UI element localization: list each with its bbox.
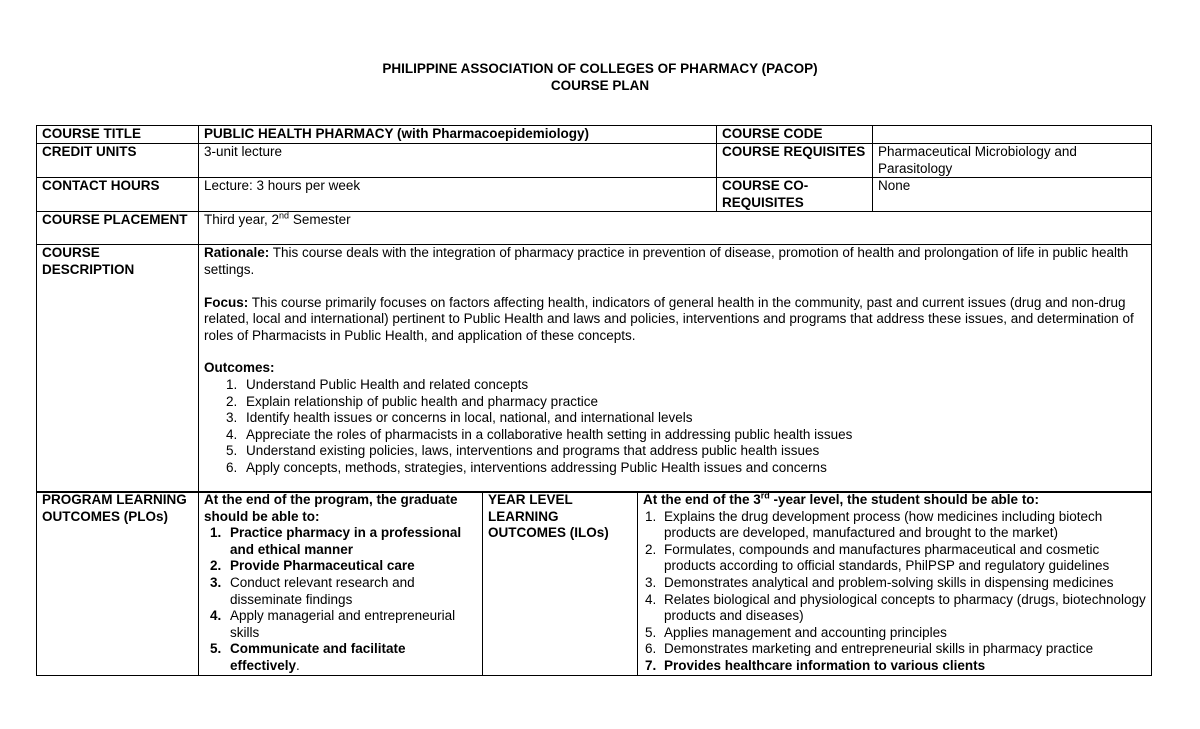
course-code-label: COURSE CODE [717,126,873,144]
ilo-intro-end: -year level, the student should be able to: [769,492,1040,507]
ilo-item-text: Relates biological and physiological concepts to pharmacy (drugs, biotechnology products and diseases) [664,591,1146,624]
ilo-intro-start: At the end of the 3 [643,492,761,507]
outcome-item-number: 5. [226,443,238,459]
plo-item-number: 2. [210,558,222,574]
focus-text: This course primarily focuses on factors affecting health, indicators of general health in the community, past and current issues (drug and non-drug related, local and international) pertinent to Public Health and laws and policies, interventions and programs that address these issues, and determination of roles of Pharmacists in Public Health, and application of these concepts. [204,294,1134,343]
outcome-item-text: Explain relationship of public health and pharmacy practice [246,393,598,409]
course-info-table [36,125,1152,493]
ilo-item-number: 5. [645,624,657,640]
course-placement-value [199,212,1152,245]
placement-ordinal: nd [279,210,290,221]
ilo-item-text: Provides healthcare information to various clients [664,657,986,673]
course-placement-label: COURSE PLACEMENT [37,212,199,245]
outcome-item-number: 6. [226,459,238,475]
ilo-item [643,641,1147,658]
focus-label: Focus: [204,294,249,310]
learning-outcomes-table [36,491,1152,676]
plo-item [204,525,478,558]
ilo-item-number: 4. [645,591,657,607]
plo-list [204,525,478,674]
ilo-item-text: Applies management and accounting principles [664,624,947,640]
outcome-item-text: Identify health issues or concerns in local, national, and international levels [246,410,693,426]
ilo-item [643,575,1147,592]
course-requisites-value: Pharmaceutical Microbiology and Parasitology [873,144,1152,178]
course-corequisites-label: COURSE CO-REQUISITES [717,178,873,212]
outcome-item-number: 3. [226,410,238,426]
ilo-label: YEAR LEVEL LEARNING OUTCOMES (ILOs) [483,492,638,676]
plo-item-text: Provide Pharmaceutical care [230,558,415,574]
ilo-item-number: 1. [645,508,657,524]
course-title-row [37,126,1152,144]
outcome-item-text: Understand Public Health and related concepts [246,376,529,392]
outcome-item [204,394,1147,411]
outcome-item [204,443,1147,460]
placement-semester: Semester [289,212,351,228]
course-title-value: PUBLIC HEALTH PHARMACY (with Pharmacoepidemiology) [199,126,717,144]
course-requisites-label: COURSE REQUISITES [717,144,873,178]
outcomes-label: Outcomes: [204,360,275,376]
ilo-intro-ordinal: rd [760,490,770,501]
plo-item [204,641,478,674]
rationale-paragraph [204,245,1147,278]
ilo-item-text: Demonstrates analytical and problem-solving skills in dispensing medicines [664,574,1114,590]
credit-units-label: CREDIT UNITS [37,144,199,178]
plo-item-text: Practice pharmacy in a professional and ethical manner [230,525,462,557]
credit-units-row [37,144,1152,178]
course-code-value [873,126,1152,144]
ilo-item [643,509,1147,542]
course-description-label: COURSE DESCRIPTION [37,245,199,493]
outcome-item [204,427,1147,444]
plo-item-number: 5. [210,641,222,657]
plo-item [204,608,478,641]
outcome-item-number: 1. [226,376,238,392]
plo-item-text: Apply managerial and entrepreneurial skills [230,608,456,640]
ilo-item [643,592,1147,625]
course-corequisites-value: None [873,178,1152,212]
outcome-item-text: Understand existing policies, laws, interventions and programs that address public health issues [246,443,820,459]
contact-hours-label: CONTACT HOURS [37,178,199,212]
ilo-item-number: 7. [645,657,657,673]
organization-title: PHILIPPINE ASSOCIATION OF COLLEGES OF PHARMACY (PACOP) [382,61,818,76]
outcomes-list [204,377,1147,477]
learning-outcomes-row [37,492,1152,676]
document-title: COURSE PLAN [550,78,650,93]
rationale-text: This course deals with the integration of pharmacy practice in prevention of disease, promotion of health and prolongation of life in public health settings. [204,245,1129,277]
ilo-item-text: Explains the drug development process (how medicines including biotech products are developed, manufactured and brought to the market) [664,508,1103,541]
focus-paragraph [204,295,1147,345]
outcome-item-number: 2. [226,393,238,409]
plo-item-text: Communicate and facilitate effectively [230,641,406,673]
ilo-cell [638,492,1152,676]
credit-units-value: 3-unit lecture [199,144,717,178]
outcome-item [204,410,1147,427]
ilo-item [643,625,1147,642]
ilo-item-number: 6. [645,641,657,657]
plo-item-number: 4. [210,608,222,624]
placement-year: Third year, 2 [204,212,280,228]
outcome-item [204,377,1147,394]
document-header [0,60,1200,94]
ilo-item-text: Formulates, compounds and manufactures pharmaceutical and cosmetic products according to official standards, PhilPSP and regulatory guidelines [664,541,1110,574]
course-placement-row [37,212,1152,245]
contact-hours-value: Lecture: 3 hours per week [199,178,717,212]
ilo-list [643,509,1147,675]
ilo-item-number: 2. [645,541,657,557]
plo-item-number: 1. [210,525,222,541]
plo-item-number: 3. [210,574,222,590]
plo-item [204,575,478,608]
plo-label: PROGRAM LEARNING OUTCOMES (PLOs) [37,492,199,676]
outcome-item [204,460,1147,477]
ilo-item [643,658,1147,675]
plo-cell [199,492,483,676]
plo-item [204,558,478,575]
course-description-value [199,245,1152,493]
plo-item-text: Conduct relevant research and disseminate findings [230,574,415,607]
ilo-item-text: Demonstrates marketing and entrepreneurial skills in pharmacy practice [664,641,1094,657]
outcome-item-text: Appreciate the roles of pharmacists in a collaborative health setting in addressing public health issues [246,426,853,442]
outcome-item-number: 4. [226,426,238,442]
outcome-item-text: Apply concepts, methods, strategies, interventions addressing Public Health issues and concerns [246,459,827,475]
course-description-row [37,245,1152,493]
plo-item-tail: . [296,657,300,673]
ilo-item [643,542,1147,575]
ilo-intro [643,492,1147,509]
plo-intro: At the end of the program, the graduate should be able to: [204,492,458,524]
contact-hours-row [37,178,1152,212]
rationale-label: Rationale: [204,245,270,261]
course-title-label: COURSE TITLE [37,126,199,144]
ilo-item-number: 3. [645,574,657,590]
